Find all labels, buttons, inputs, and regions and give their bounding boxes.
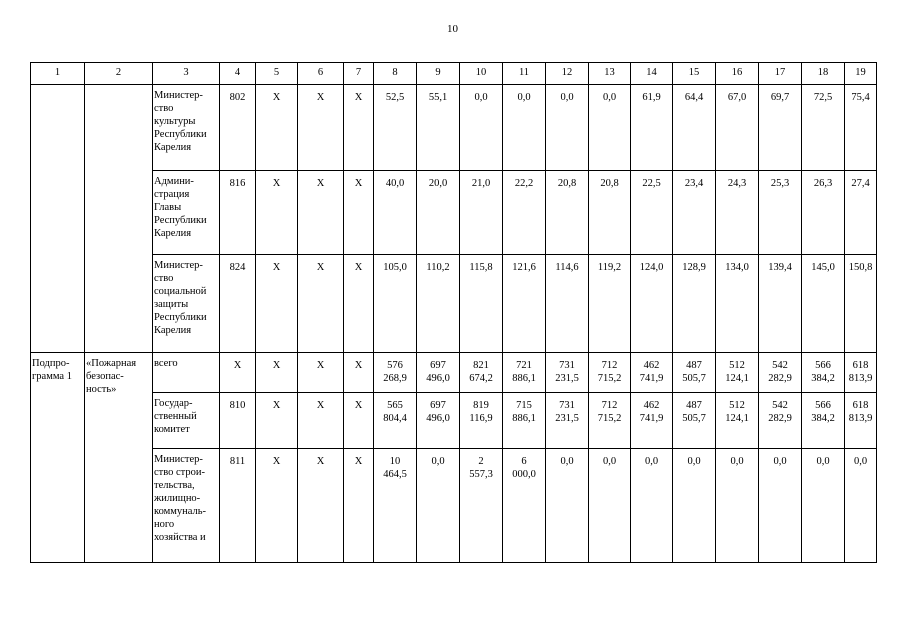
page-number: 10 bbox=[447, 23, 458, 35]
column-header-8: 8 bbox=[374, 63, 417, 85]
column-header-19: 19 bbox=[845, 63, 877, 85]
value-cell: 121,6 bbox=[503, 255, 546, 353]
value-cell: 110,2 bbox=[417, 255, 460, 353]
value-cell: 721 886,1 bbox=[503, 353, 546, 393]
value-cell: 487 505,7 bbox=[673, 393, 716, 449]
column-header-11: 11 bbox=[503, 63, 546, 85]
value-cell: 22,2 bbox=[503, 171, 546, 255]
value-cell: 0,0 bbox=[589, 85, 631, 171]
value-cell: 0,0 bbox=[802, 449, 845, 563]
value-cell: 72,5 bbox=[802, 85, 845, 171]
column-header-15: 15 bbox=[673, 63, 716, 85]
value-cell: 20,8 bbox=[546, 171, 589, 255]
value-cell: 618 813,9 bbox=[845, 353, 877, 393]
value-cell: 487 505,7 bbox=[673, 353, 716, 393]
column-header-3: 3 bbox=[153, 63, 220, 85]
marker-cell: Х bbox=[344, 255, 374, 353]
value-cell: 145,0 bbox=[802, 255, 845, 353]
value-cell: 0,0 bbox=[673, 449, 716, 563]
column-header-9: 9 bbox=[417, 63, 460, 85]
program-name-cell bbox=[85, 85, 153, 353]
value-cell: 22,5 bbox=[631, 171, 673, 255]
table-row bbox=[31, 85, 877, 171]
value-cell: 134,0 bbox=[716, 255, 759, 353]
code-cell: 816 bbox=[220, 171, 256, 255]
code-cell: 802 bbox=[220, 85, 256, 171]
code-cell: Х bbox=[220, 353, 256, 393]
header-row bbox=[31, 63, 877, 85]
table-row bbox=[31, 393, 877, 449]
program-type-cell bbox=[31, 85, 85, 353]
marker-cell: Х bbox=[344, 353, 374, 393]
column-header-1: 1 bbox=[31, 63, 85, 85]
value-cell: 0,0 bbox=[417, 449, 460, 563]
value-cell: 731 231,5 bbox=[546, 353, 589, 393]
marker-cell: Х bbox=[344, 393, 374, 449]
value-cell: 819 116,9 bbox=[460, 393, 503, 449]
marker-cell: Х bbox=[256, 449, 298, 563]
value-cell: 512 124,1 bbox=[716, 393, 759, 449]
subprogram-name-cell: «Пожарная безопас- ность» bbox=[85, 353, 153, 563]
budget-table bbox=[30, 62, 877, 563]
table-row bbox=[31, 171, 877, 255]
executor-cell: Министер- ство социальной защиты Республики Карелия bbox=[153, 255, 220, 353]
executor-cell: Министер- ство строи- тельства, жилищно- коммуналь- ного хозяйства и bbox=[153, 449, 220, 563]
value-cell: 25,3 bbox=[759, 171, 802, 255]
marker-cell: Х bbox=[256, 171, 298, 255]
value-cell: 150,8 bbox=[845, 255, 877, 353]
marker-cell: Х bbox=[256, 85, 298, 171]
column-header-13: 13 bbox=[589, 63, 631, 85]
column-header-2: 2 bbox=[85, 63, 153, 85]
value-cell: 0,0 bbox=[589, 449, 631, 563]
value-cell: 618 813,9 bbox=[845, 393, 877, 449]
value-cell: 52,5 bbox=[374, 85, 417, 171]
value-cell: 715 886,1 bbox=[503, 393, 546, 449]
value-cell: 565 804,4 bbox=[374, 393, 417, 449]
value-cell: 61,9 bbox=[631, 85, 673, 171]
value-cell: 21,0 bbox=[460, 171, 503, 255]
value-cell: 712 715,2 bbox=[589, 353, 631, 393]
value-cell: 2 557,3 bbox=[460, 449, 503, 563]
executor-cell: Министер- ство культуры Республики Карелия bbox=[153, 85, 220, 171]
value-cell: 0,0 bbox=[546, 85, 589, 171]
value-cell: 69,7 bbox=[759, 85, 802, 171]
value-cell: 821 674,2 bbox=[460, 353, 503, 393]
value-cell: 462 741,9 bbox=[631, 353, 673, 393]
column-header-7: 7 bbox=[344, 63, 374, 85]
column-header-5: 5 bbox=[256, 63, 298, 85]
marker-cell: Х bbox=[256, 393, 298, 449]
value-cell: 67,0 bbox=[716, 85, 759, 171]
column-header-4: 4 bbox=[220, 63, 256, 85]
marker-cell: Х bbox=[344, 171, 374, 255]
value-cell: 731 231,5 bbox=[546, 393, 589, 449]
value-cell: 124,0 bbox=[631, 255, 673, 353]
executor-cell: Государ- ственный комитет bbox=[153, 393, 220, 449]
code-cell: 811 bbox=[220, 449, 256, 563]
value-cell: 0,0 bbox=[845, 449, 877, 563]
table-row bbox=[31, 255, 877, 353]
column-header-12: 12 bbox=[546, 63, 589, 85]
column-header-14: 14 bbox=[631, 63, 673, 85]
code-cell: 810 bbox=[220, 393, 256, 449]
value-cell: 10 464,5 bbox=[374, 449, 417, 563]
value-cell: 105,0 bbox=[374, 255, 417, 353]
value-cell: 542 282,9 bbox=[759, 393, 802, 449]
value-cell: 26,3 bbox=[802, 171, 845, 255]
marker-cell: Х bbox=[256, 255, 298, 353]
table-row bbox=[31, 449, 877, 563]
marker-cell: Х bbox=[344, 449, 374, 563]
marker-cell: Х bbox=[298, 353, 344, 393]
value-cell: 712 715,2 bbox=[589, 393, 631, 449]
value-cell: 0,0 bbox=[503, 85, 546, 171]
marker-cell: Х bbox=[298, 449, 344, 563]
table-row bbox=[31, 353, 877, 393]
value-cell: 128,9 bbox=[673, 255, 716, 353]
value-cell: 20,8 bbox=[589, 171, 631, 255]
value-cell: 0,0 bbox=[631, 449, 673, 563]
subprogram-label-cell: Подпро- грамма 1 bbox=[31, 353, 85, 563]
marker-cell: Х bbox=[298, 393, 344, 449]
value-cell: 75,4 bbox=[845, 85, 877, 171]
value-cell: 114,6 bbox=[546, 255, 589, 353]
value-cell: 20,0 bbox=[417, 171, 460, 255]
column-header-16: 16 bbox=[716, 63, 759, 85]
code-cell: 824 bbox=[220, 255, 256, 353]
value-cell: 0,0 bbox=[716, 449, 759, 563]
value-cell: 24,3 bbox=[716, 171, 759, 255]
column-header-17: 17 bbox=[759, 63, 802, 85]
value-cell: 462 741,9 bbox=[631, 393, 673, 449]
value-cell: 0,0 bbox=[546, 449, 589, 563]
value-cell: 697 496,0 bbox=[417, 393, 460, 449]
value-cell: 697 496,0 bbox=[417, 353, 460, 393]
value-cell: 542 282,9 bbox=[759, 353, 802, 393]
value-cell: 566 384,2 bbox=[802, 353, 845, 393]
value-cell: 139,4 bbox=[759, 255, 802, 353]
executor-cell: Админи- страция Главы Республики Карелия bbox=[153, 171, 220, 255]
column-header-6: 6 bbox=[298, 63, 344, 85]
marker-cell: Х bbox=[298, 255, 344, 353]
marker-cell: Х bbox=[298, 85, 344, 171]
marker-cell: Х bbox=[344, 85, 374, 171]
value-cell: 6 000,0 bbox=[503, 449, 546, 563]
value-cell: 115,8 bbox=[460, 255, 503, 353]
column-header-18: 18 bbox=[802, 63, 845, 85]
value-cell: 23,4 bbox=[673, 171, 716, 255]
value-cell: 119,2 bbox=[589, 255, 631, 353]
value-cell: 512 124,1 bbox=[716, 353, 759, 393]
marker-cell: Х bbox=[298, 171, 344, 255]
value-cell: 0,0 bbox=[460, 85, 503, 171]
executor-cell: всего bbox=[153, 353, 220, 393]
value-cell: 55,1 bbox=[417, 85, 460, 171]
value-cell: 566 384,2 bbox=[802, 393, 845, 449]
value-cell: 40,0 bbox=[374, 171, 417, 255]
value-cell: 64,4 bbox=[673, 85, 716, 171]
column-header-10: 10 bbox=[460, 63, 503, 85]
marker-cell: Х bbox=[256, 353, 298, 393]
value-cell: 576 268,9 bbox=[374, 353, 417, 393]
value-cell: 0,0 bbox=[759, 449, 802, 563]
value-cell: 27,4 bbox=[845, 171, 877, 255]
